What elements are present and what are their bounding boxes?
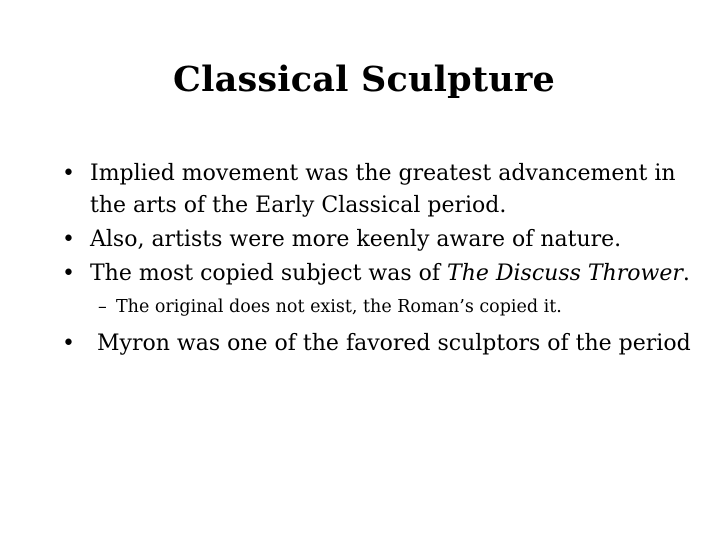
- artwork-title: The Discuss Thrower: [447, 261, 683, 286]
- bullet-text: Also, artists were more keenly aware of nature.: [90, 227, 622, 252]
- slide-title: Classical Sculpture: [173, 59, 555, 100]
- bullet-text-end: .: [682, 261, 690, 286]
- bullet-item: [58, 224, 698, 256]
- bullet-marker: •: [62, 227, 75, 252]
- sub-bullet-item: [58, 294, 698, 320]
- bullet-text: The most copied subject was of: [90, 261, 448, 286]
- sub-bullet-text: The original does not exist, the Roman’s copied it.: [116, 297, 562, 317]
- bullet-marker: •: [62, 331, 75, 356]
- bullet-text: Implied movement was the greatest advancement in the arts of the Early Classical period.: [90, 161, 676, 218]
- bullet-list: [58, 158, 698, 362]
- bullet-item: [58, 158, 698, 222]
- bullet-item: [58, 328, 698, 360]
- bullet-marker: •: [62, 161, 75, 186]
- bullet-item: [58, 258, 698, 290]
- bullet-text: Myron was one of the favored sculptors of the period: [90, 331, 691, 356]
- bullet-marker: •: [62, 261, 75, 286]
- dash-marker: –: [98, 297, 107, 317]
